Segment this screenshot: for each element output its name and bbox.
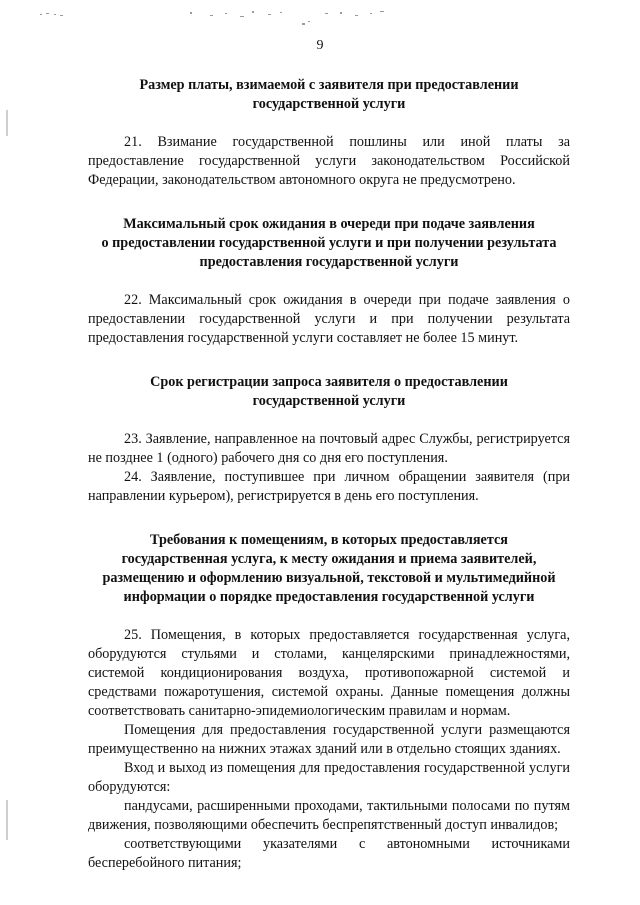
- paragraph: 24. Заявление, поступившее при личном обращении заявителя (при направлении курьером), регистрируется в день его поступления.: [88, 469, 570, 504]
- heading-line: государственной услуги: [252, 393, 406, 409]
- paragraph: 21. Взимание государственной пошлины или иной платы за предоставление государственной услуги законодательством Российской Федерации, законодательством автономного округа не предусмотрено.: [88, 134, 570, 188]
- section-heading: [88, 373, 570, 411]
- paragraph: пандусами, расширенными проходами, тактильными полосами по путям движения, позволяющими обеспечить беспрепятственный доступ инвалидов;: [88, 798, 570, 833]
- heading-line: Размер платы, взимаемой с заявителя при предоставлении: [139, 77, 519, 93]
- paragraph: Вход и выход из помещения для предоставления государственной услуги оборудуются:: [88, 760, 570, 795]
- paragraph: 22. Максимальный срок ожидания в очереди при подаче заявления о предоставлении государственной услуги и при получении результата предоставления государственной услуги составляет не более 15 минут.: [88, 292, 570, 346]
- heading-line: Срок регистрации запроса заявителя о предоставлении: [150, 374, 508, 390]
- heading-line: информации о порядке предоставления государственной услуги: [123, 589, 535, 605]
- section-heading: [88, 215, 570, 272]
- margin-scan-mark: [6, 110, 8, 136]
- heading-line: размещению и оформлению визуальной, текстовой и мультимедийной: [102, 570, 556, 586]
- scan-artifacts: [40, 8, 560, 26]
- page-number: 9: [316, 38, 324, 53]
- paragraph: соответствующими указателями с автономными источниками бесперебойного питания;: [88, 836, 570, 871]
- document-body: [88, 76, 570, 873]
- paragraph: 25. Помещения, в которых предоставляется государственная услуга, оборудуются стульями и столами, канцелярскими принадлежностями, системой кондиционирования воздуха, противопожарной системой и средствами пожаротушения, системой охраны. Данные помещения должны соответствовать санитарно-эпидемиологическим правилам и нормам.: [88, 627, 570, 719]
- section-heading: [88, 531, 570, 607]
- margin-scan-mark: [6, 800, 8, 840]
- heading-line: государственной услуги: [252, 96, 406, 112]
- heading-line: Максимальный срок ожидания в очереди при подаче заявления: [123, 216, 535, 232]
- heading-line: о предоставлении государственной услуги и при получении результата: [101, 235, 557, 251]
- heading-line: Требования к помещениям, в которых предоставляется: [150, 532, 508, 548]
- paragraph: Помещения для предоставления государственной услуги размещаются преимущественно на нижних этажах зданий или в отдельно стоящих зданиях.: [88, 722, 570, 757]
- heading-line: предоставления государственной услуги: [199, 254, 459, 270]
- paragraph: 23. Заявление, направленное на почтовый адрес Службы, регистрируется не позднее 1 (одного) рабочего дня со дня его поступления.: [88, 431, 570, 466]
- heading-line: государственная услуга, к месту ожидания и приема заявителей,: [121, 551, 537, 567]
- section-heading: [88, 76, 570, 114]
